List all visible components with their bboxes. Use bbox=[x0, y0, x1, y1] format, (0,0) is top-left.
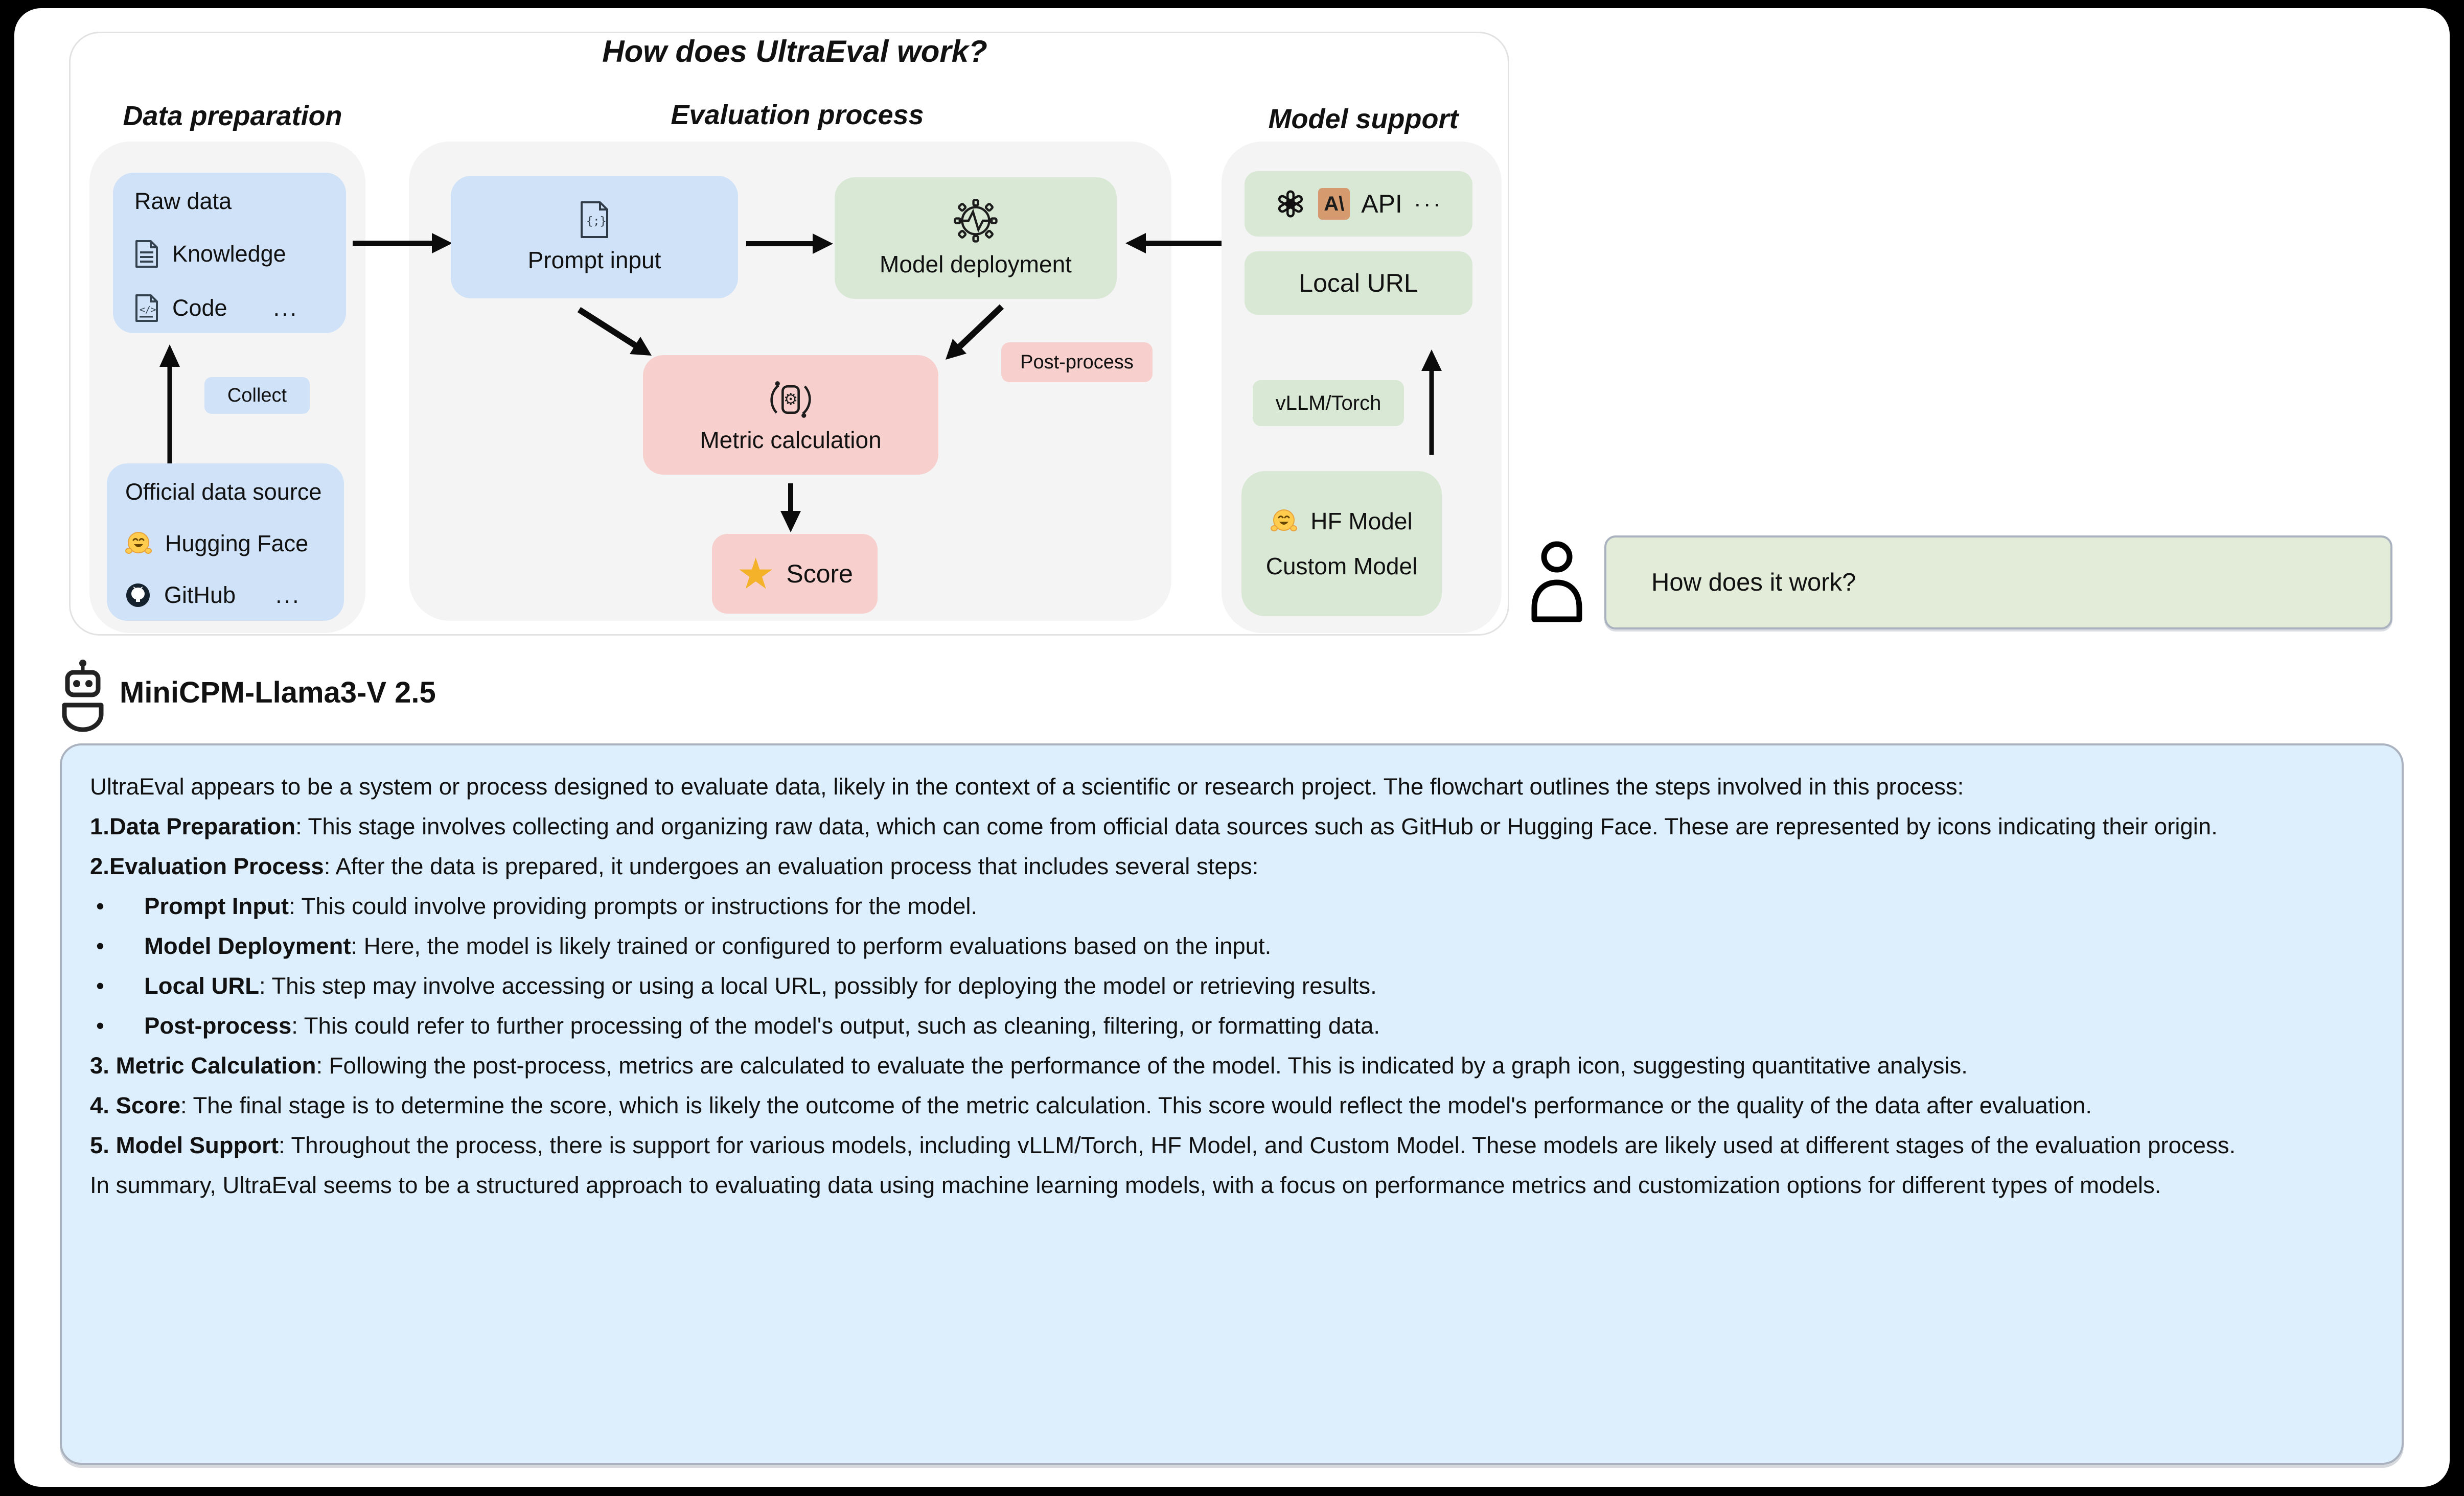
bot-response-box bbox=[60, 743, 2404, 1465]
raw-data-box bbox=[113, 173, 346, 333]
response-bullet-item: • Post-process: This could refer to further processing of the model's output, such as cleaning, filtering, or formatting data. bbox=[96, 1013, 1380, 1039]
api-ellipsis: ··· bbox=[1413, 191, 1443, 217]
response-paragraph: 1.Data Preparation: This stage involves collecting and organizing raw data, which can come from official data sources such as GitHub or Hugging Face. These are represented by icons indicating their origin. bbox=[90, 813, 2218, 839]
hf-model-row bbox=[1271, 507, 1412, 535]
knowledge-label: Knowledge bbox=[172, 241, 286, 267]
arrow-up-collect bbox=[153, 341, 186, 472]
official-data-source-box bbox=[107, 463, 344, 621]
score-label: Score bbox=[786, 559, 853, 588]
api-box bbox=[1245, 171, 1472, 237]
arrow-modelsupport-to-deploy bbox=[1122, 227, 1224, 260]
github-ellipsis: ... bbox=[275, 582, 301, 608]
user-person-icon bbox=[1527, 537, 1586, 624]
knowledge-row bbox=[134, 239, 341, 269]
user-message-bubble bbox=[1604, 535, 2392, 629]
metric-calculation-box bbox=[643, 355, 938, 475]
response-bullet-item: • Local URL: This step may involve accessing or using a local URL, possibly for deploying the model or retrieving results. bbox=[96, 973, 1377, 999]
robot-icon bbox=[57, 658, 108, 736]
hf-model-label: HF Model bbox=[1310, 508, 1413, 534]
response-paragraph: 3. Metric Calculation: Following the post-process, metrics are calculated to evaluate the performance of the model. This is indicated by a graph icon, suggesting quantitative analysis. bbox=[90, 1053, 1968, 1079]
response-bullet-item: • Prompt Input: This could involve providing prompts or instructions for the model. bbox=[96, 893, 978, 919]
metric-atom-icon bbox=[767, 376, 814, 423]
code-document-icon bbox=[134, 293, 159, 323]
bot-response-body bbox=[90, 767, 2374, 1205]
prompt-input-label: Prompt input bbox=[527, 247, 661, 273]
code-label: Code bbox=[172, 295, 227, 321]
arrow-hfmodel-to-localurl bbox=[1415, 346, 1448, 458]
openai-icon bbox=[1274, 188, 1307, 220]
hugging-face-label: Hugging Face bbox=[165, 530, 309, 556]
diagram-title: How does UltraEval work? bbox=[602, 34, 987, 68]
api-label: API bbox=[1361, 190, 1402, 218]
arrow-metric-to-score bbox=[774, 481, 807, 534]
score-box bbox=[712, 534, 878, 614]
code-ellipsis: ... bbox=[273, 295, 299, 321]
hugging-face-icon bbox=[125, 530, 152, 557]
response-paragraph: 4. Score: The final stage is to determine the score, which is likely the outcome of the metric calculation. This score would reflect the model's performance or the quality of the data after evaluation. bbox=[90, 1092, 2092, 1118]
response-bullet-item: • Model Deployment: Here, the model is likely trained or configured to perform evaluations based on the input. bbox=[96, 933, 1272, 959]
vllm-torch-chip: vLLM/Torch bbox=[1253, 380, 1404, 426]
custom-model-label: Custom Model bbox=[1265, 553, 1418, 579]
response-paragraph: 5. Model Support: Throughout the process, there is support for various models, including vLLM/Torch, HF Model, and Custom Model. These models are likely used at different stages of the evaluation process. bbox=[90, 1132, 2236, 1158]
gear-pulse-icon bbox=[953, 198, 998, 243]
section-label-model-support: Model support bbox=[1268, 104, 1459, 134]
model-deployment-box bbox=[835, 177, 1117, 299]
hf-custom-model-box bbox=[1241, 471, 1442, 616]
github-row bbox=[125, 582, 339, 609]
prompt-input-box bbox=[451, 176, 738, 298]
raw-data-title: Raw data bbox=[134, 188, 232, 214]
document-icon bbox=[134, 239, 159, 269]
metric-calculation-label: Metric calculation bbox=[700, 427, 882, 453]
collect-chip: Collect bbox=[204, 377, 310, 414]
prompt-file-icon bbox=[579, 200, 610, 239]
arrow-rawdata-to-prompt bbox=[350, 227, 455, 260]
svg-text:⚙: ⚙ bbox=[783, 390, 798, 409]
section-label-evaluation-process: Evaluation process bbox=[671, 100, 924, 130]
post-process-chip: Post-process bbox=[1001, 342, 1153, 382]
official-data-source-title: Official data source bbox=[125, 479, 322, 505]
hugging-face-row bbox=[125, 530, 339, 557]
arrow-prompt-to-deploy bbox=[744, 227, 836, 260]
section-label-data-preparation: Data preparation bbox=[123, 101, 342, 131]
response-paragraph: In summary, UltraEval seems to be a structured approach to evaluating data using machine learning models, with a focus on performance metrics and customization options for different types of models. bbox=[90, 1172, 2161, 1198]
star-icon: ★ bbox=[736, 550, 775, 598]
code-row bbox=[134, 293, 341, 323]
bot-model-name: MiniCPM-Llama3-V 2.5 bbox=[120, 676, 436, 709]
hugging-face-icon bbox=[1271, 508, 1297, 534]
response-paragraph: 2.Evaluation Process: After the data is prepared, it undergoes an evaluation process that includes several steps: bbox=[90, 853, 1259, 879]
response-paragraph: UltraEval appears to be a system or process designed to evaluate data, likely in the context of a scientific or research project. The flowchart outlines the steps involved in this process: bbox=[90, 774, 1964, 800]
local-url-box: Local URL bbox=[1245, 251, 1472, 315]
user-message-text: How does it work? bbox=[1651, 569, 1856, 596]
svg-text:</>: </> bbox=[140, 305, 156, 315]
github-label: GitHub bbox=[164, 582, 236, 608]
github-icon bbox=[125, 582, 151, 608]
model-deployment-label: Model deployment bbox=[880, 251, 1072, 277]
arrow-deploy-to-metric bbox=[935, 302, 1012, 368]
svg-text:{;}: {;} bbox=[586, 215, 607, 228]
anthropic-icon: A\ bbox=[1318, 188, 1350, 220]
